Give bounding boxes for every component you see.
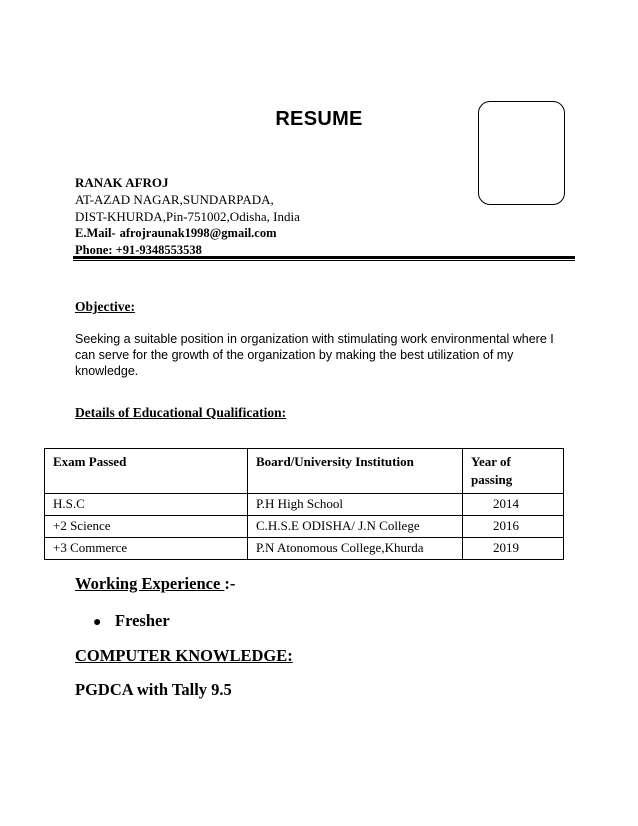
table-header-row [45,449,564,494]
work-experience-heading [75,574,235,594]
work-item-text: Fresher [115,611,170,630]
header-divider [73,256,575,261]
table-row [45,538,564,560]
resume-title: RESUME [275,108,363,130]
computer-knowledge-heading: COMPUTER KNOWLEDGE: [75,646,293,665]
year-cell: 2014 [463,494,564,516]
email-line [75,225,300,242]
exam-cell: +3 Commerce [45,538,248,560]
board-cell: C.H.S.E ODISHA/ J.N College [248,516,463,538]
education-table [44,448,564,560]
exam-cell: +2 Science [45,516,248,538]
year-cell: 2016 [463,516,564,538]
email-label: E.Mail- [75,226,116,240]
email-value: afrojraunak1998@gmail.com [119,226,277,240]
board-cell: P.H High School [248,494,463,516]
photo-placeholder [478,101,565,205]
objective-text: Seeking a suitable position in organization with stimulating work environmental where I can serve for the growth of the organization by making the best utilization of my knowledge. [75,332,554,378]
phone-line: Phone: +91-9348553538 [75,243,202,257]
objective-heading: Objective: [75,299,135,314]
board-cell: P.N Atonomous College,Khurda [248,538,463,560]
table-row [45,494,564,516]
address-line-1: AT-AZAD NAGAR,SUNDARPADA, [75,192,274,207]
exam-cell: H.S.C [45,494,248,516]
work-item [93,611,170,631]
education-heading: Details of Educational Qualification: [75,405,287,420]
bullet-icon: ● [93,615,102,630]
work-heading-suffix: :- [224,574,236,593]
column-header-year: Year of passing [463,449,564,494]
applicant-name: RANAK AFROJ [75,175,169,190]
address-line-2-text: DIST-KHURDA,Pin-751002,Odisha, India [75,209,300,224]
computer-knowledge-value: PGDCA with Tally 9.5 [75,680,232,699]
address-line-2 [75,208,300,225]
year-cell: 2019 [463,538,564,560]
work-heading-text: Working Experience [75,574,225,593]
contact-block [75,174,300,259]
column-header-exam: Exam Passed [45,449,248,494]
table-row [45,516,564,538]
column-header-board: Board/University Institution [248,449,463,494]
